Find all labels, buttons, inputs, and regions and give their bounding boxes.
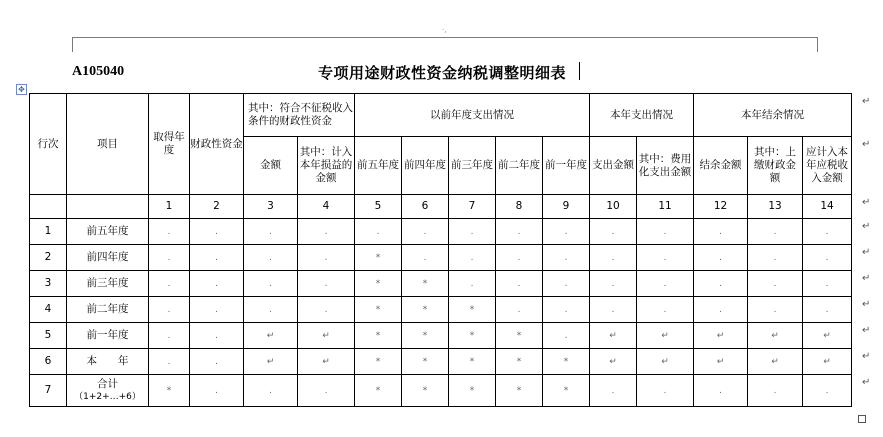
cell-mark: * xyxy=(375,252,381,263)
cell-mark: . xyxy=(825,304,829,315)
move-cross-icon[interactable]: ✥ xyxy=(16,84,27,95)
header-hangci: 行次 xyxy=(30,94,67,195)
cell-mark: . xyxy=(663,278,667,289)
cell-mark: . xyxy=(611,304,615,315)
cell-mark: . xyxy=(517,226,521,237)
cell-mark: . xyxy=(611,278,615,289)
data-cell[interactable] xyxy=(694,375,748,407)
column-number-cell: 3 xyxy=(244,195,298,219)
cell-mark: * xyxy=(516,356,522,367)
data-cell[interactable] xyxy=(449,297,496,323)
data-cell[interactable] xyxy=(244,323,298,349)
row-end-mark: ↵ xyxy=(862,220,871,232)
cell-mark: ↵ xyxy=(322,330,330,341)
column-number-cell: 9 xyxy=(543,195,590,219)
cell-mark: * xyxy=(469,330,475,341)
data-cell[interactable] xyxy=(190,375,244,407)
cell-mark: ↵ xyxy=(266,330,275,341)
cell-mark: . xyxy=(215,226,218,237)
cell-mark: . xyxy=(825,252,829,263)
column-number-cell: 11 xyxy=(637,195,694,219)
data-cell[interactable] xyxy=(590,297,637,323)
cell-mark: ↵ xyxy=(716,330,725,341)
row-end-mark: ↵ xyxy=(862,350,871,362)
row-end-mark: ↵ xyxy=(862,138,871,150)
data-cell[interactable] xyxy=(402,323,449,349)
data-cell[interactable] xyxy=(149,271,190,297)
cell-mark: . xyxy=(167,330,171,341)
row-label: 前五年度 xyxy=(67,219,149,245)
empty-cell xyxy=(67,195,149,219)
cell-mark: . xyxy=(663,226,667,237)
data-cell[interactable] xyxy=(298,297,355,323)
data-cell[interactable] xyxy=(190,271,244,297)
data-cell[interactable] xyxy=(244,219,298,245)
data-cell[interactable] xyxy=(244,297,298,323)
data-cell[interactable] xyxy=(298,245,355,271)
data-cell[interactable] xyxy=(637,219,694,245)
data-cell[interactable] xyxy=(402,219,449,245)
row-end-mark: ↵ xyxy=(862,324,871,336)
data-cell[interactable] xyxy=(298,349,355,375)
data-cell[interactable] xyxy=(190,349,244,375)
data-cell[interactable] xyxy=(748,375,803,407)
cell-mark: . xyxy=(825,385,829,396)
data-cell[interactable] xyxy=(496,271,543,297)
cell-mark: . xyxy=(719,226,722,237)
header-caizhengxing-zijin: 财政性资金 xyxy=(190,94,244,195)
column-number-cell: 8 xyxy=(496,195,543,219)
cell-mark: . xyxy=(324,304,328,315)
cell-mark: ↵ xyxy=(661,330,669,341)
cell-mark: . xyxy=(423,252,427,263)
cell-mark: * xyxy=(422,304,428,315)
data-cell[interactable] xyxy=(748,245,803,271)
data-cell[interactable] xyxy=(637,349,694,375)
cell-mark: . xyxy=(324,385,328,396)
data-cell[interactable] xyxy=(149,323,190,349)
data-cell[interactable] xyxy=(355,219,402,245)
data-cell[interactable] xyxy=(803,271,852,297)
cell-mark: * xyxy=(563,356,569,367)
cell-mark: . xyxy=(269,226,272,237)
data-cell[interactable] xyxy=(694,349,748,375)
header-qian-yi-niandu: 前一年度 xyxy=(543,137,590,195)
cell-mark: . xyxy=(517,252,521,263)
data-cell[interactable] xyxy=(449,323,496,349)
row-label: 前四年度 xyxy=(67,245,149,271)
data-cell[interactable] xyxy=(543,323,590,349)
cell-mark: . xyxy=(564,330,568,341)
column-number-cell: 5 xyxy=(355,195,402,219)
header-jiru-benian-sunyi: 其中：计入本年损益的金额 xyxy=(298,137,355,195)
data-cell[interactable] xyxy=(449,349,496,375)
cell-mark: * xyxy=(375,278,381,289)
cell-mark: . xyxy=(324,252,328,263)
data-cell[interactable] xyxy=(590,245,637,271)
data-cell[interactable] xyxy=(803,297,852,323)
row-end-mark: ↵ xyxy=(862,196,871,208)
header-group-benian-jieyu: 本年结余情况 xyxy=(694,94,852,137)
cell-mark: ↵ xyxy=(609,330,617,341)
header-group-benian-zhichu: 本年支出情况 xyxy=(590,94,694,137)
row-number: 3 xyxy=(30,271,67,297)
data-cell[interactable] xyxy=(590,271,637,297)
data-cell[interactable] xyxy=(244,271,298,297)
data-cell[interactable] xyxy=(590,375,637,407)
column-number-cell: 12 xyxy=(694,195,748,219)
data-cell[interactable] xyxy=(694,271,748,297)
data-cell[interactable] xyxy=(449,219,496,245)
data-cell[interactable] xyxy=(355,297,402,323)
data-cell[interactable] xyxy=(694,245,748,271)
cell-mark: * xyxy=(422,330,428,341)
header-group-buzhengshui: 其中：符合不征税收入条件的财政性资金 xyxy=(244,94,355,137)
data-cell[interactable] xyxy=(355,271,402,297)
form-code: A105040 xyxy=(72,64,125,79)
cell-mark: * xyxy=(375,304,381,315)
cell-mark: * xyxy=(469,385,475,396)
row-label xyxy=(67,375,149,407)
table-row xyxy=(30,271,852,297)
data-cell[interactable] xyxy=(543,271,590,297)
row-number: 4 xyxy=(30,297,67,323)
data-cell[interactable] xyxy=(355,245,402,271)
cell-mark: . xyxy=(269,304,272,315)
row-label: 前一年度 xyxy=(67,323,149,349)
data-cell[interactable] xyxy=(496,245,543,271)
table-row xyxy=(30,245,852,271)
cell-mark: . xyxy=(376,226,380,237)
header-qian-si-niandu: 前四年度 xyxy=(402,137,449,195)
column-number-cell: 10 xyxy=(590,195,637,219)
cell-mark: . xyxy=(167,278,171,289)
cell-mark: * xyxy=(166,385,172,396)
data-cell[interactable] xyxy=(355,349,402,375)
cell-mark: . xyxy=(773,226,777,237)
header-qude-niandu: 取得年度 xyxy=(149,94,190,195)
data-cell[interactable] xyxy=(402,297,449,323)
data-cell[interactable] xyxy=(190,297,244,323)
table-resize-handle[interactable] xyxy=(858,415,866,423)
data-cell[interactable] xyxy=(298,323,355,349)
data-cell[interactable] xyxy=(149,375,190,407)
cell-mark: . xyxy=(423,226,427,237)
data-cell[interactable] xyxy=(637,271,694,297)
data-cell[interactable] xyxy=(298,219,355,245)
cell-mark: . xyxy=(719,278,722,289)
table-row xyxy=(30,219,852,245)
cell-mark: * xyxy=(422,385,428,396)
data-cell[interactable] xyxy=(803,349,852,375)
cell-mark: * xyxy=(469,356,475,367)
data-cell[interactable] xyxy=(637,323,694,349)
data-cell[interactable] xyxy=(637,245,694,271)
page-title: 专项用途财政性资金纳税调整明细表 xyxy=(318,64,567,82)
cell-mark: . xyxy=(215,278,218,289)
column-number-cell: 4 xyxy=(298,195,355,219)
table-row xyxy=(30,323,852,349)
cell-mark: . xyxy=(564,252,568,263)
cell-mark: . xyxy=(215,252,218,263)
cell-mark: . xyxy=(773,278,777,289)
cell-mark: . xyxy=(564,226,568,237)
cell-mark: . xyxy=(773,385,777,396)
cell-mark: . xyxy=(167,226,171,237)
cell-mark: . xyxy=(773,304,777,315)
cell-mark: . xyxy=(611,385,615,396)
cell-mark: * xyxy=(375,385,381,396)
row-number: 6 xyxy=(30,349,67,375)
data-cell[interactable] xyxy=(496,375,543,407)
data-cell[interactable] xyxy=(355,375,402,407)
data-cell[interactable] xyxy=(748,297,803,323)
cell-mark: . xyxy=(611,252,615,263)
margin-guide-top xyxy=(72,37,818,38)
data-cell[interactable] xyxy=(543,375,590,407)
cell-mark: . xyxy=(564,278,568,289)
cell-mark: . xyxy=(324,226,328,237)
cell-mark: . xyxy=(215,385,218,396)
cell-mark: * xyxy=(422,356,428,367)
data-cell[interactable] xyxy=(694,323,748,349)
cell-mark: . xyxy=(269,278,272,289)
column-number-cell: 2 xyxy=(190,195,244,219)
cell-mark: * xyxy=(375,330,381,341)
data-cell[interactable] xyxy=(748,271,803,297)
column-number-row xyxy=(30,195,852,219)
cell-mark: . xyxy=(470,252,474,263)
table-row xyxy=(30,375,852,407)
cell-mark: . xyxy=(825,226,829,237)
data-cell[interactable] xyxy=(748,219,803,245)
data-cell[interactable] xyxy=(543,219,590,245)
header-feiyonghua-zhichu: 其中：费用化支出金额 xyxy=(637,137,694,195)
data-cell[interactable] xyxy=(694,297,748,323)
row-end-mark: ↵ xyxy=(862,246,871,258)
data-cell[interactable] xyxy=(590,349,637,375)
data-cell[interactable] xyxy=(190,323,244,349)
cell-mark: . xyxy=(324,278,328,289)
data-cell[interactable] xyxy=(637,375,694,407)
data-cell[interactable] xyxy=(190,245,244,271)
cell-mark: . xyxy=(470,226,474,237)
data-cell[interactable] xyxy=(803,245,852,271)
text-cursor xyxy=(579,62,580,80)
data-cell[interactable] xyxy=(449,245,496,271)
cell-mark: . xyxy=(167,252,171,263)
cell-mark: . xyxy=(269,252,272,263)
row-label: 前三年度 xyxy=(67,271,149,297)
data-cell[interactable] xyxy=(590,323,637,349)
cell-mark: * xyxy=(422,278,428,289)
cell-mark: . xyxy=(611,226,615,237)
data-cell[interactable] xyxy=(803,219,852,245)
data-cell[interactable] xyxy=(244,349,298,375)
margin-guide-right-corner xyxy=(817,37,818,52)
cell-mark: ↵ xyxy=(823,356,831,367)
cell-mark: * xyxy=(375,356,381,367)
cell-mark: . xyxy=(663,304,667,315)
data-cell[interactable] xyxy=(496,323,543,349)
data-cell[interactable] xyxy=(748,323,803,349)
header-xiangmu: 项目 xyxy=(67,94,149,195)
column-number-cell: 13 xyxy=(748,195,803,219)
data-cell[interactable] xyxy=(496,297,543,323)
data-cell[interactable] xyxy=(190,219,244,245)
cell-mark: * xyxy=(516,385,522,396)
data-cell[interactable] xyxy=(402,375,449,407)
row-number: 2 xyxy=(30,245,67,271)
table-row xyxy=(30,349,852,375)
cell-mark: ↵ xyxy=(266,356,275,367)
data-cell[interactable] xyxy=(298,375,355,407)
cell-mark: ↵ xyxy=(716,356,725,367)
data-cell[interactable] xyxy=(637,297,694,323)
data-cell[interactable] xyxy=(244,375,298,407)
cell-mark: ↵ xyxy=(322,356,330,367)
cell-mark: ↵ xyxy=(823,330,831,341)
cell-mark: ↵ xyxy=(771,356,779,367)
cell-mark: ↵ xyxy=(771,330,779,341)
header-jieyu-jine: 结余金额 xyxy=(694,137,748,195)
cell-mark: . xyxy=(663,385,667,396)
column-number-cell: 1 xyxy=(149,195,190,219)
header-zhichu-jine: 支出金额 xyxy=(590,137,637,195)
data-cell[interactable] xyxy=(496,349,543,375)
data-cell[interactable] xyxy=(244,245,298,271)
cell-mark: ↵ xyxy=(661,356,669,367)
adjustment-table xyxy=(29,93,852,407)
data-cell[interactable] xyxy=(543,297,590,323)
header-shangjiao-caizheng: 其中：上缴财政金额 xyxy=(748,137,803,195)
cell-mark: . xyxy=(719,385,722,396)
cell-mark: . xyxy=(167,304,171,315)
data-cell[interactable] xyxy=(803,323,852,349)
row-end-mark: ↵ xyxy=(862,298,871,310)
cell-mark: . xyxy=(517,304,521,315)
cell-mark: . xyxy=(215,356,218,367)
row-label-line1: 合计 xyxy=(97,377,118,390)
data-cell[interactable] xyxy=(748,349,803,375)
empty-cell xyxy=(30,195,67,219)
data-cell[interactable] xyxy=(355,323,402,349)
cell-mark: . xyxy=(825,278,829,289)
data-cell[interactable] xyxy=(149,245,190,271)
cell-mark: . xyxy=(719,304,722,315)
row-end-mark: ↵ xyxy=(862,95,871,107)
cell-mark: . xyxy=(269,385,272,396)
header-qian-wu-niandu: 前五年度 xyxy=(355,137,402,195)
data-cell[interactable] xyxy=(149,349,190,375)
cell-mark: ↵ xyxy=(609,356,617,367)
data-cell[interactable] xyxy=(590,219,637,245)
data-cell[interactable] xyxy=(694,219,748,245)
column-number-cell: 14 xyxy=(803,195,852,219)
cell-mark: . xyxy=(719,252,722,263)
data-cell[interactable] xyxy=(149,297,190,323)
row-label: 本 年 xyxy=(67,349,149,375)
row-label: 前二年度 xyxy=(67,297,149,323)
cell-mark: . xyxy=(517,278,521,289)
data-cell[interactable] xyxy=(543,349,590,375)
row-end-mark: ↵ xyxy=(862,376,871,388)
cell-mark: * xyxy=(516,330,522,341)
table-row xyxy=(30,297,852,323)
row-number: 5 xyxy=(30,323,67,349)
top-mark: ·, xyxy=(442,26,447,34)
column-number-cell: 7 xyxy=(449,195,496,219)
data-cell[interactable] xyxy=(449,271,496,297)
header-yingjiru-yingshui: 应计入本年应税收入金额 xyxy=(803,137,852,195)
cell-mark: . xyxy=(773,252,777,263)
margin-guide-left-corner xyxy=(72,37,73,52)
data-cell[interactable] xyxy=(402,245,449,271)
data-cell[interactable] xyxy=(496,219,543,245)
cell-mark: . xyxy=(167,356,171,367)
row-label-line2: （1+2+…+6） xyxy=(74,391,141,402)
row-end-mark: ↵ xyxy=(862,272,871,284)
cell-mark: . xyxy=(470,278,474,289)
cell-mark: * xyxy=(469,304,475,315)
column-number-cell: 6 xyxy=(402,195,449,219)
cell-mark: . xyxy=(215,304,218,315)
header-qian-san-niandu: 前三年度 xyxy=(449,137,496,195)
cell-mark: * xyxy=(563,385,569,396)
data-cell[interactable] xyxy=(543,245,590,271)
data-cell[interactable] xyxy=(402,349,449,375)
header-qian-er-niandu: 前二年度 xyxy=(496,137,543,195)
cell-mark: . xyxy=(564,304,568,315)
cell-mark: . xyxy=(663,252,667,263)
cell-mark: . xyxy=(215,330,218,341)
header-jine: 金额 xyxy=(244,137,298,195)
row-number: 7 xyxy=(30,375,67,407)
data-cell[interactable] xyxy=(298,271,355,297)
header-group-yiqian-zhichu: 以前年度支出情况 xyxy=(355,94,590,137)
data-cell[interactable] xyxy=(402,271,449,297)
row-number: 1 xyxy=(30,219,67,245)
data-cell[interactable] xyxy=(803,375,852,407)
data-cell[interactable] xyxy=(449,375,496,407)
data-cell[interactable] xyxy=(149,219,190,245)
